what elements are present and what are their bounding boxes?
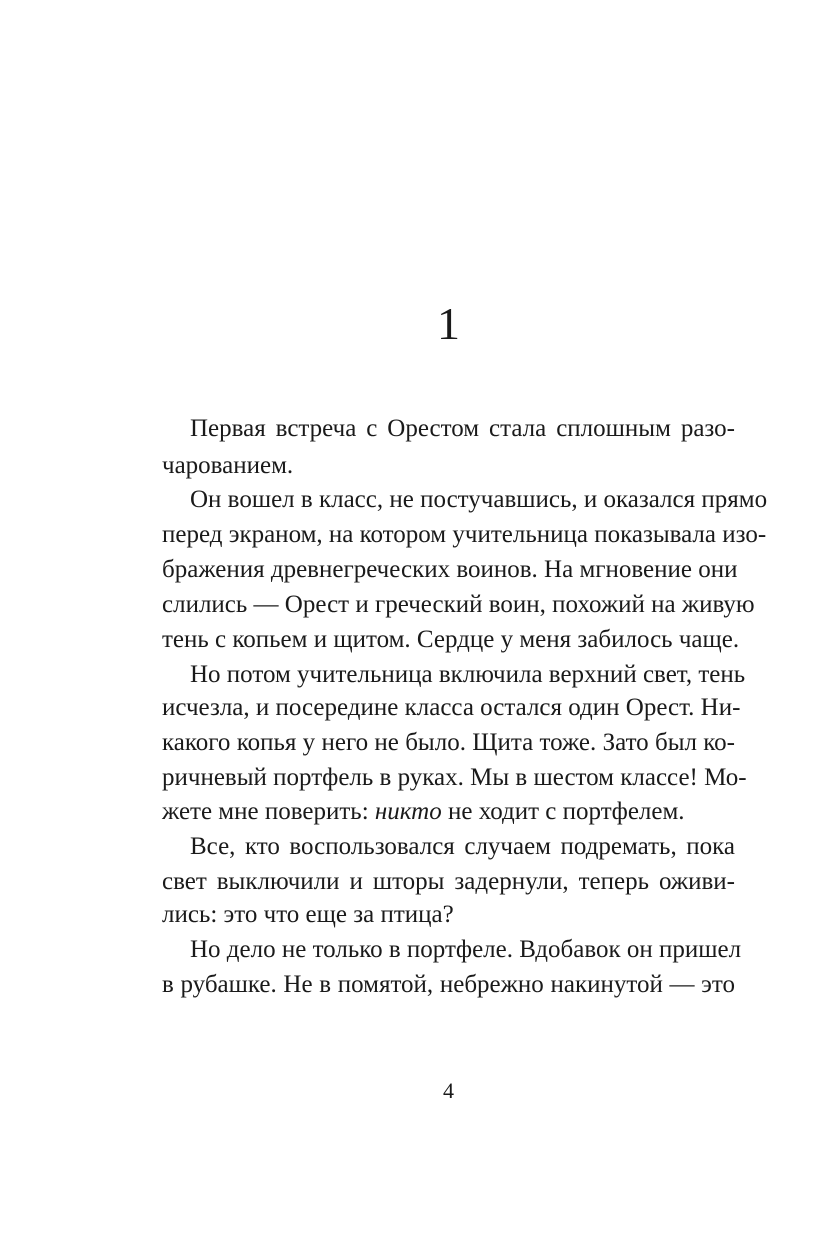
text-line: Но дело не только в портфеле. Вдобавок он пришел [190,936,742,963]
text-line: какого копья у него не было. Щита тоже. Зато был ко- [162,729,735,756]
text-line: слились — Орест и греческий воин, похожий на живую [162,591,755,618]
text-line: Первая встреча с Орестом стала сплошным разо- [190,415,735,442]
text-line: перед экраном, на котором учительница показывала изо- [162,521,767,548]
text-line: бражения древнегреческих воинов. На мгновение они [162,556,738,583]
text-line: Все, кто воспользовался случаем подремать, пока [190,833,735,860]
text-line: ричневый портфель в руках. Мы в шестом классе! Мо- [162,764,747,791]
text-line: Но потом учительница включила верхний свет, тень [190,661,746,688]
text-line: чарованием. [162,452,294,479]
text-line: исчезла, и посередине класса остался один Орест. Ни- [162,694,741,721]
text-line: Он вошел в класс, не постучавшись, и оказался прямо [190,486,768,513]
text-line: лись: это что еще за птица? [162,901,454,928]
text-line [162,797,735,827]
text-fragment: жете мне поверить: [162,798,375,825]
text-line: в рубашке. Не в помятой, небрежно накинутой — это [162,971,735,998]
text-fragment: не ходит с портфелем. [441,798,685,825]
text-line: тень с копьем и щитом. Сердце у меня забилось чаще. [162,626,740,653]
emphasized-word: никто [374,798,442,825]
page-number: 4 [443,1078,454,1103]
chapter-number: 1 [437,298,460,349]
text-line: свет выключили и шторы задернули, теперь оживи- [162,868,735,895]
